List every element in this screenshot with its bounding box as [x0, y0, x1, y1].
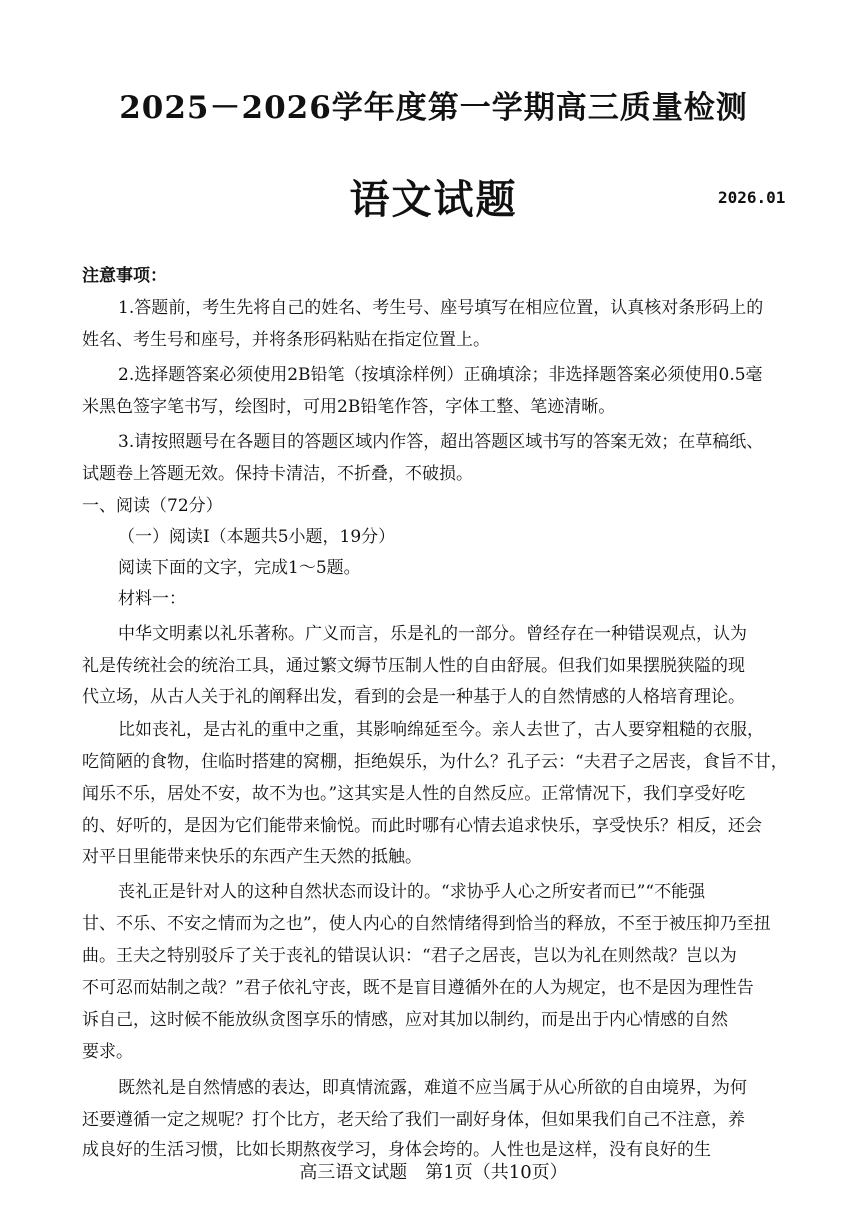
body-line: 曲。王夫之特别驳斥了关于丧礼的错误认识：“君子之居丧，岂以为礼在则然哉？岂以为 [82, 946, 737, 966]
notice-line: 试题卷上答题无效。保持卡清洁，不折叠，不破损。 [82, 464, 473, 484]
exam-title: 2025－2026学年度第一学期高三质量检测 [119, 90, 748, 126]
body-line: 丧礼正是针对人的这种自然状态而设计的。“求协乎人心之所安者而已”“不能强 [118, 882, 706, 902]
body-line: 诉自己，这时候不能放纵贪图享乐的情感，应对其加以制约，而是出于内心情感的自然 [82, 1010, 728, 1030]
body-line: 比如丧礼，是古礼的重中之重，其影响绵延至今。亲人去世了，古人要穿粗糙的衣服， [118, 720, 764, 740]
notice-line: 1.答题前，考生先将自己的姓名、考生号、座号填写在相应位置，认真核对条形码上的 [118, 298, 764, 318]
body-line: 既然礼是自然情感的表达，即真情流露，难道不应当属于从心所欲的自由境界，为何 [118, 1078, 747, 1098]
notice-heading: 注意事项： [82, 266, 167, 286]
body-line: 甘、不乐、不安之情而为之也”，使人内心的自然情绪得到恰当的释放，不至于被压抑乃至扭 [82, 914, 771, 934]
notice-line: 姓名、考生号和座号，并将条形码粘贴在指定位置上。 [82, 330, 490, 350]
body-line: 要求。 [82, 1042, 133, 1062]
reading-instruction: 阅读下面的文字，完成1～5题。 [118, 558, 361, 578]
section-title: 一、阅读（72分） [82, 496, 223, 516]
subject-title: 语文试题 [349, 176, 518, 223]
body-line: 成良好的生活习惯，比如长期熬夜学习，身体会垮的。人性也是这样，没有良好的生 [82, 1140, 711, 1160]
notice-line: 米黑色签字笔书写，绘图时，可用2B铅笔作答，字体工整、笔迹清晰。 [82, 397, 616, 417]
body-line: 还要遵循一定之规呢？打个比方，老天给了我们一副好身体，但如果我们自己不注意，养 [82, 1110, 745, 1130]
body-line: 的、好听的，是因为它们能带来愉悦。而此时哪有心情去追求快乐，享受快乐？相反，还会 [82, 816, 762, 836]
body-line: 闻乐不乐，居处不安，故不为也。”这其实是人性的自然反应。正常情况下，我们享受好吃 [82, 784, 746, 804]
material-label: 材料一： [118, 589, 186, 609]
notice-line: 3.请按照题号在各题目的答题区域内作答，超出答题区域书写的答案无效；在草稿纸、 [118, 432, 764, 452]
page-footer: 高三语文试题 第1页（共10页） [299, 1162, 568, 1183]
subsection-title: （一）阅读Ⅰ（本题共5小题，19分） [118, 527, 396, 547]
body-line: 吃简陋的食物，住临时搭建的窝棚，拒绝娱乐，为什么？孔子云：“夫君子之居丧，食旨不甘， [82, 752, 788, 772]
body-line: 礼是传统社会的统治工具，通过繁文缛节压制人性的自由舒展。但我们如果摆脱狭隘的现 [82, 656, 745, 676]
exam-date: 2026.01 [718, 188, 786, 207]
body-line: 对平日里能带来快乐的东西产生天然的抵触。 [82, 847, 422, 867]
body-line: 不可忍而姑制之哉？”君子依礼守丧，既不是盲目遵循外在的人为规定，也不是因为理性告 [82, 978, 754, 998]
body-line: 中华文明素以礼乐著称。广义而言，乐是礼的一部分。曾经存在一种错误观点，认为 [118, 624, 747, 644]
body-line: 代立场，从古人关于礼的阐释出发，看到的会是一种基于人的自然情感的人格培育理论。 [82, 687, 745, 707]
notice-line: 2.选择题答案必须使用2B铅笔（按填涂样例）正确填涂；非选择题答案必须使用0.5毫 [118, 365, 763, 385]
